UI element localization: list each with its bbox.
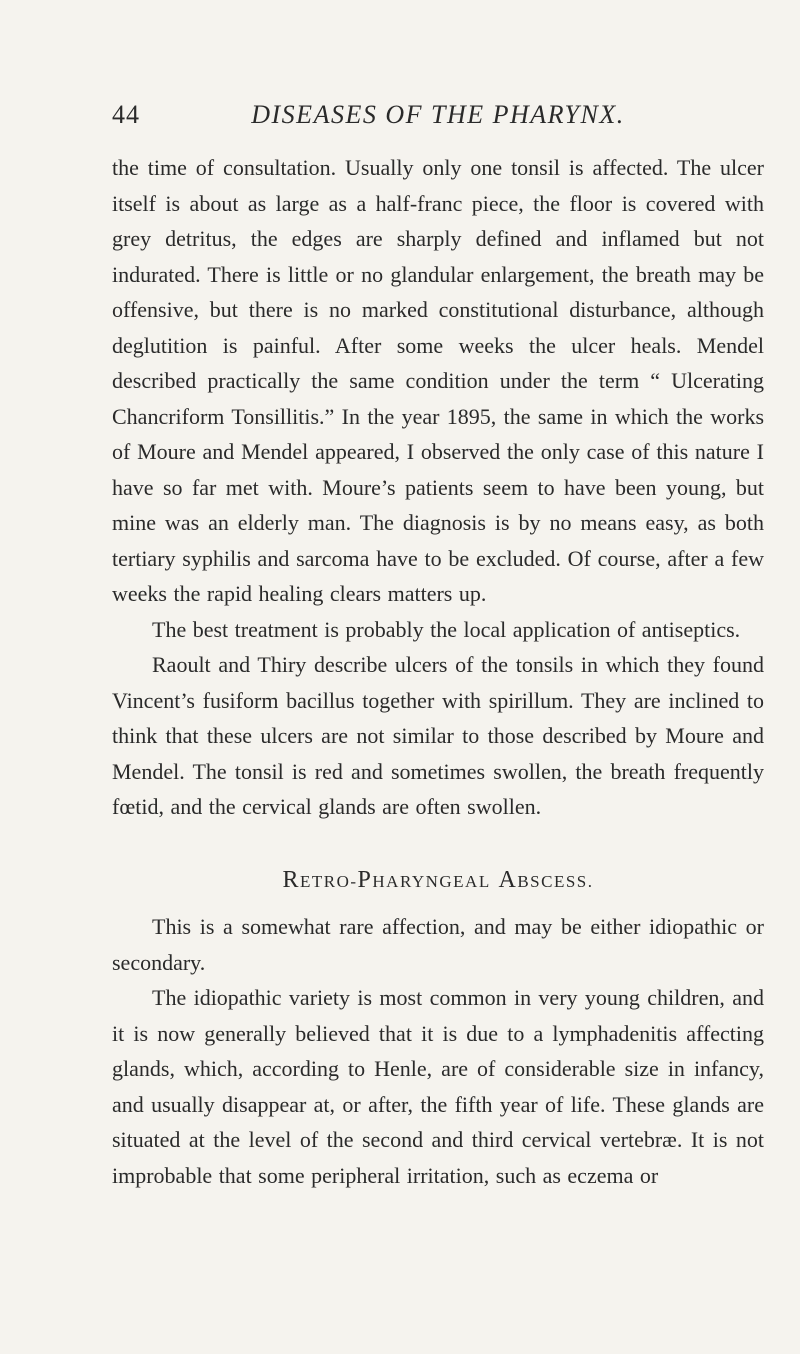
- body-text: [112, 150, 764, 1193]
- paragraph-raoult-thiry: Raoult and Thiry describe ulcers of the tonsils in which they found Vincent’s fusiform bacillus together with spirillum. They are inclined to think that these ulcers are not similar to those described by Moure and Mendel. The tonsil is red and sometimes swollen, the breath frequently fœtid, and the cervical glands are often swollen.: [112, 652, 764, 819]
- paragraph-ulcer-description: the time of consultation. Usually only one tonsil is affected. The ulcer itself is about as large as a half-franc piece, the floor is covered with grey detritus, the edges are sharply defined and inflamed but not indurated. There is little or no glandular enlargement, the breath may be offensive, but there is no marked constitutional disturbance, although deglutition is painful. After some weeks the ulcer heals. Mendel described practically the same condition under the term “ Ulcerating Chancriform Tonsillitis.” In the year 1895, the same in which the works of Moure and Mendel appeared, I observed the only case of this nature I have so far met with. Moure’s patients seem to have been young, but mine was an elderly man. The diagnosis is by no means easy, as both tertiary syphilis and sarcoma have to be excluded. Of course, after a few weeks the rapid healing clears matters up.: [112, 155, 764, 606]
- paragraph-treatment: The best treatment is probably the local application of antiseptics.: [152, 616, 741, 642]
- running-head: [112, 100, 764, 136]
- paragraph-idiopathic-variety: The idiopathic variety is most common in very young children, and it is now generally believed that it is due to a lymphadenitis affecting glands, which, according to Henle, are of considerable size in infancy, and usually disappear at, or after, the fifth year of life. These glands are situated at the level of the second and third cervical vertebræ. It is not improbable that some peripheral irritation, such as eczema or: [112, 985, 764, 1188]
- paragraph-rare-affection: This is a somewhat rare affection, and may be either idiopathic or secondary.: [112, 914, 764, 975]
- section-heading-retro-pharyngeal-abscess: RETRO-PHARYNGEAL ABSCESS.: [282, 866, 594, 893]
- page-number: 44: [112, 100, 140, 129]
- running-title: DISEASES OF THE PHARYNX.: [251, 100, 625, 129]
